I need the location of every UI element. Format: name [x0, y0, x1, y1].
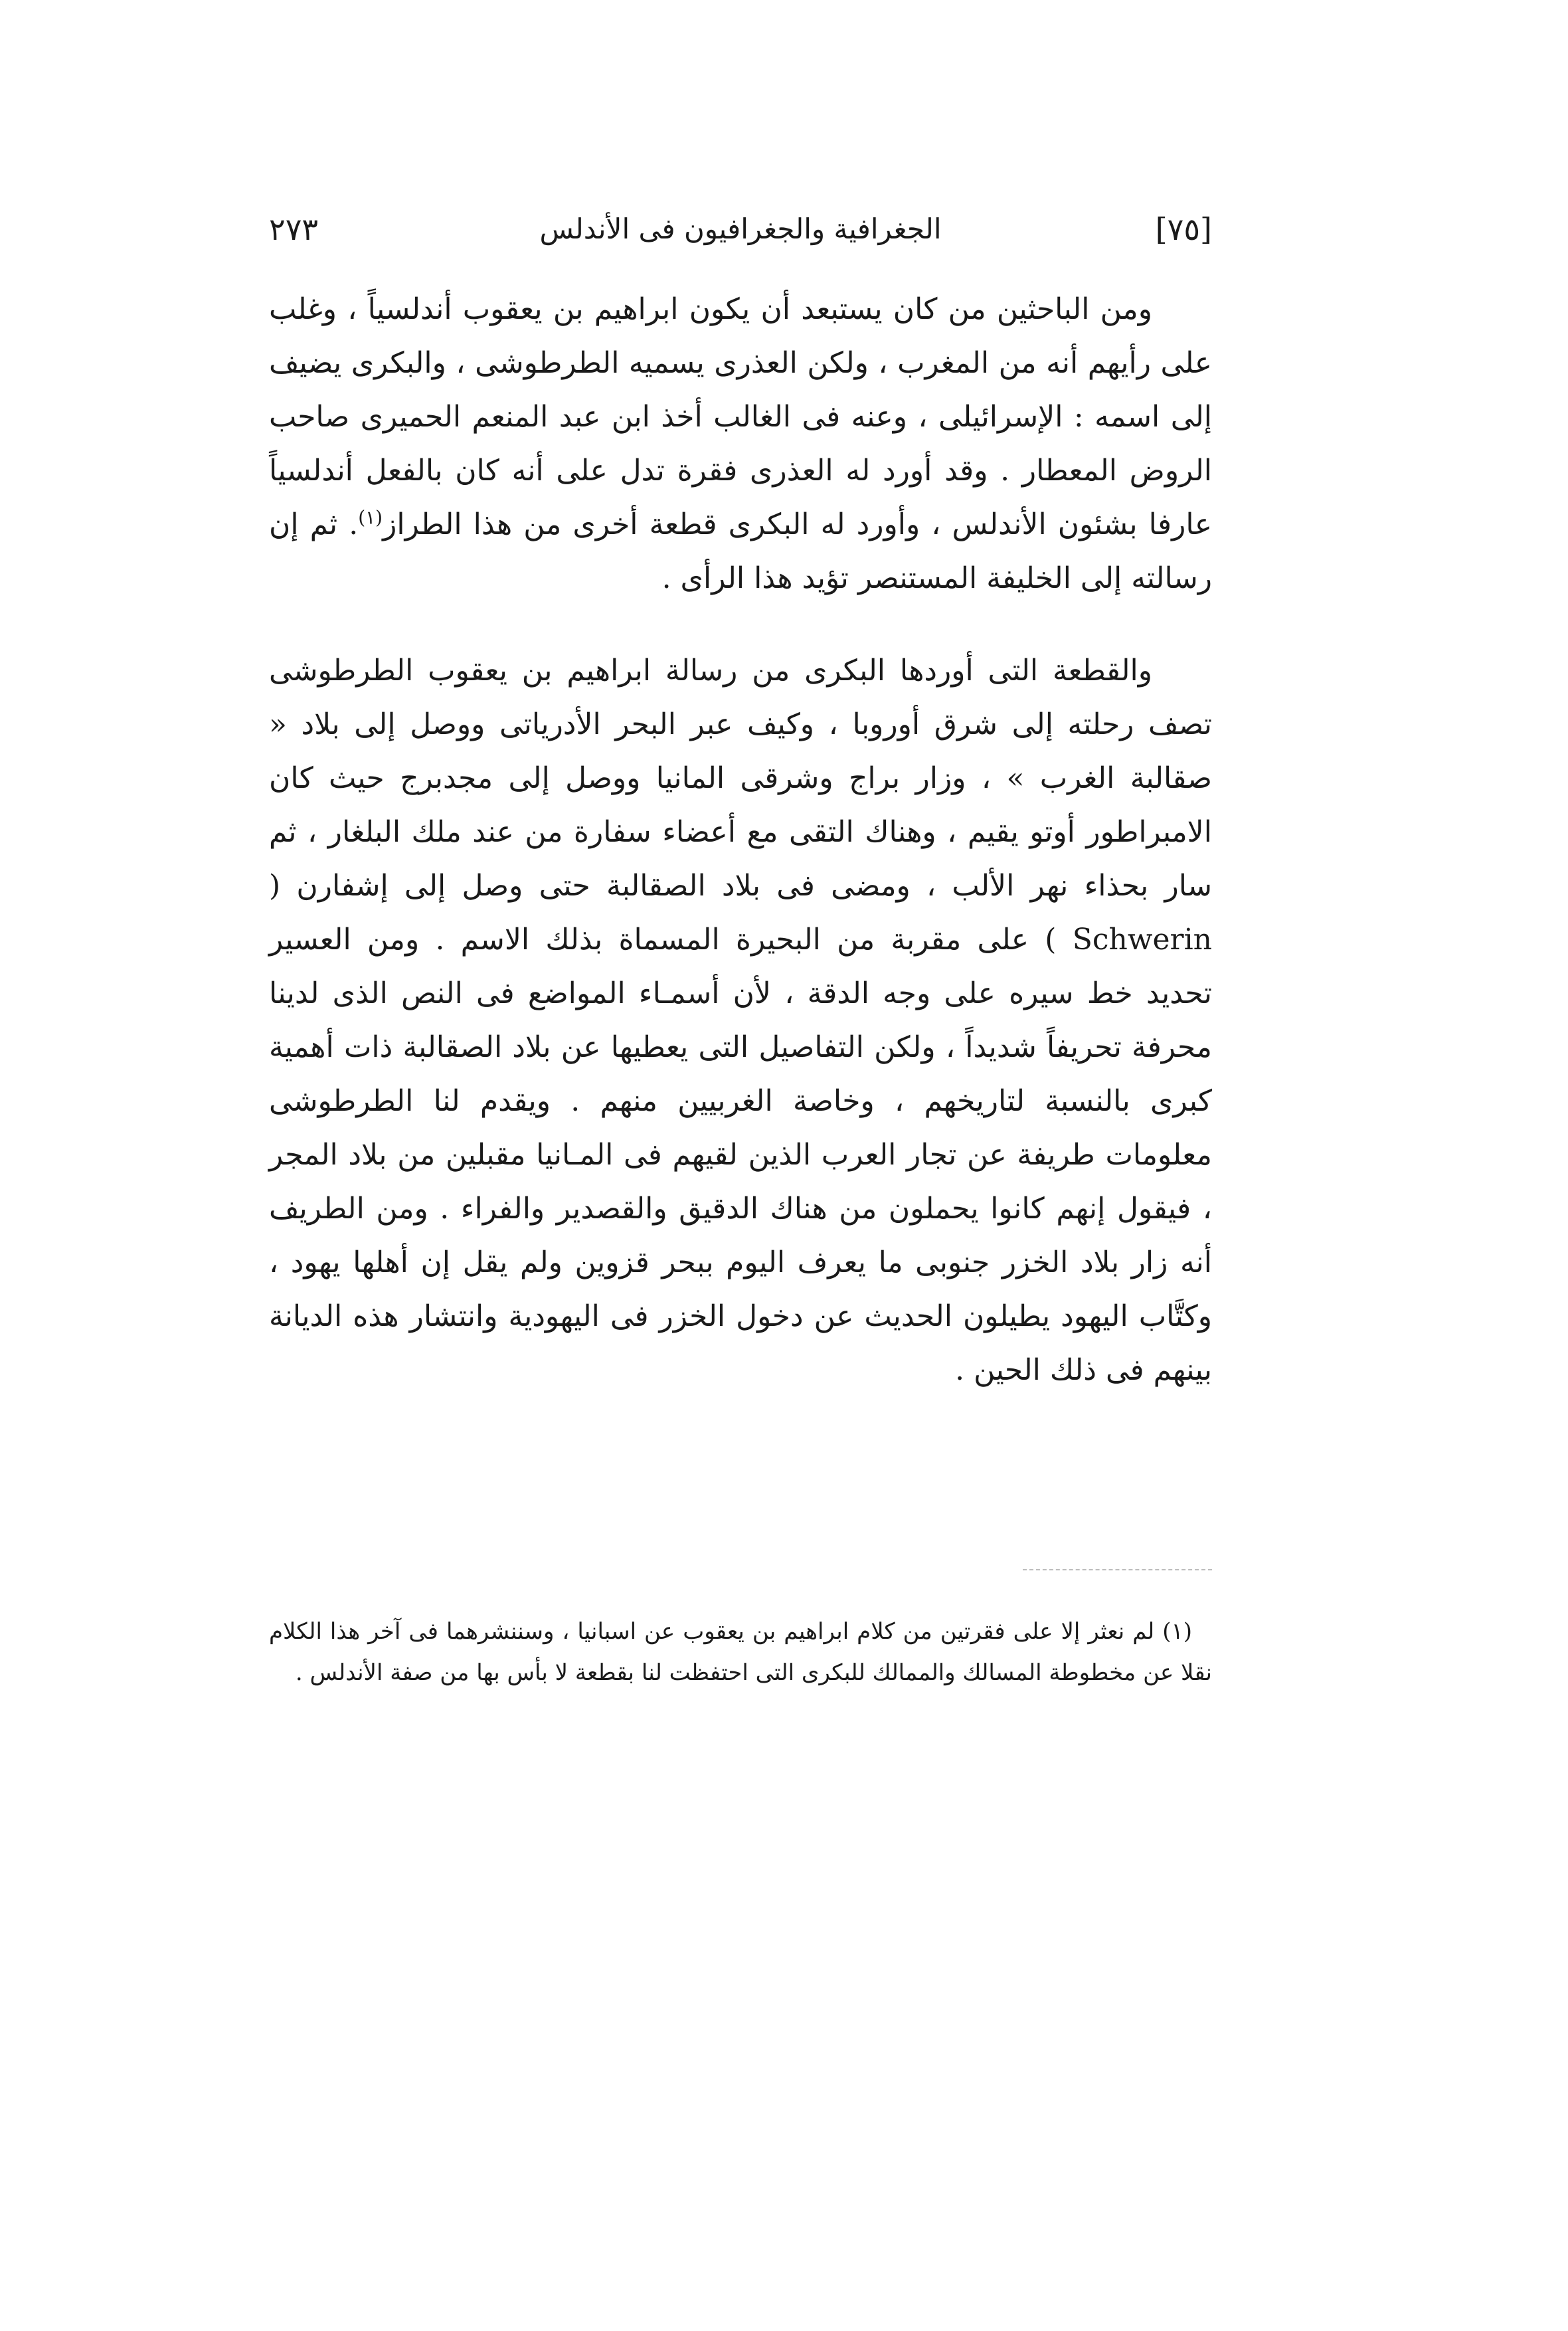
footnote: [269, 1611, 1212, 1693]
footnote-mark: (١): [1162, 1618, 1193, 1645]
page-number: ٢٧٣: [269, 211, 319, 247]
section-number: [٧٥]: [1155, 211, 1212, 247]
footnote-divider: [1023, 1569, 1212, 1570]
footnote-paragraph: [269, 1611, 1212, 1693]
paragraph-2-text-end: ) على مقربة من البحيرة المسماة بذلك الاسم . ومن العسير تحديد خط سيره على وجه الدقة ، لأن أسمـاء المواضع فى النص الذى لدينا محرفة تحريفاً شديداً ، ولكن التفاصيل التى يعطيها عن بلاد الصقالبة ذات أهمية كبرى بالنسبة لتاريخهم ، وخاصة الغربيين منهم . ويقدم لنا الطرطوشى معلومات طريفة عن تجار العرب الذين لقيهم فى المـانيا مقبلين من بلاد المجر ، فيقول إنهم كانوا يحملون من هناك الدقيق والقصدير والفراء . ومن الطريف أنه زار بلاد الخزر جنوبى ما يعرف اليوم ببحر قزوين ولم يقل إن أهلها يهود ، وكتَّاب اليهود يطيلون الحديث عن دخول الخزر فى اليهودية وانتشار هذه الديانة بينهم فى ذلك الحين .: [269, 923, 1212, 1387]
running-title: الجغرافية والجغرافيون فى الأندلس: [539, 213, 942, 245]
footnote-text: لم نعثر إلا على فقرتين من كلام ابراهيم بن يعقوب عن اسبانيا ، وسننشرهما فى آخر هذا الكلام نقلا عن مخطوطة المسالك والممالك للبكرى التى احتفظت لنا بقطعة لا بأس بها من صفة الأندلس .: [269, 1618, 1212, 1686]
paragraph-1-text: ومن الباحثين من كان يستبعد أن يكون ابراهيم بن يعقوب أندلسياً ، وغلب على رأيهم أنه من المغرب ، ولكن العذرى يسميه الطرطوشى ، والبكرى يضيف إلى اسمه : الإسرائيلى ، وعنه فى الغالب أخذ ابن عبد المنعم الحميرى صاحب الروض المعطار . وقد أورد له العذرى فقرة تدل على أنه كان بالفعل أندلسياً عارفا بشئون الأندلس ، وأورد له البكرى قطعة أخرى من هذا الطراز: [269, 292, 1212, 541]
paragraph-1: [269, 282, 1212, 605]
body-text: [269, 282, 1212, 1397]
page-header: [269, 203, 1212, 256]
paragraph-2-text-start: والقطعة التى أوردها البكرى من رسالة ابراهيم بن يعقوب الطرطوشى تصف رحلته إلى شرق أوروبا ، وكيف عبر البحر الأدرياتى ووصل إلى بلاد « صقالبة الغرب » ، وزار براج وشرقى المانيا ووصل إلى مجدبرج حيث كان الامبراطور أوتو يقيم ، وهناك التقى مع أعضاء سفارة من عند ملك البلغار ، ثم سار بحذاء نهر الألب ، ومضى فى بلاد الصقالبة حتى وصل إلى إشفارن (: [269, 654, 1212, 903]
paragraph-2: [269, 644, 1212, 1397]
paragraph-1-text-end: . ثم إن رسالته إلى الخليفة المستنصر تؤيد هذا الرأى .: [269, 508, 1212, 595]
latin-place-name: Schwerin: [1072, 923, 1212, 957]
footnote-reference[interactable]: (١): [358, 506, 383, 529]
